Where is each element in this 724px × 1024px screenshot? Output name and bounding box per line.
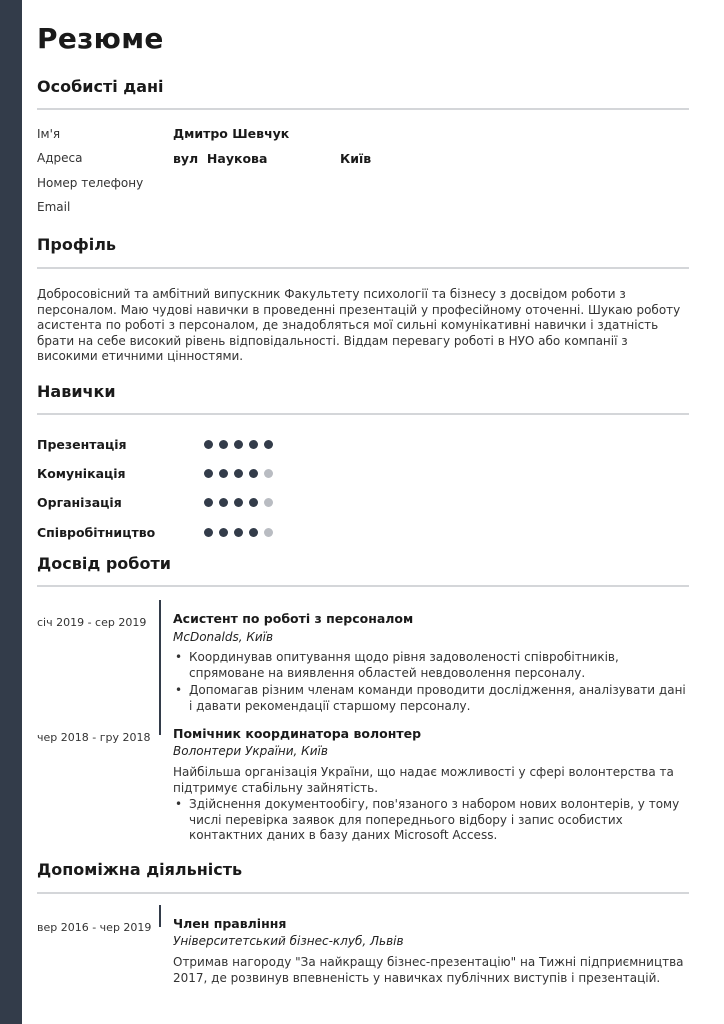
job-title: Асистент по роботі з персоналом [173, 611, 414, 626]
rating-dot-filled [219, 469, 228, 478]
section-title-activities: Допоміжна діяльність [37, 860, 243, 879]
phone-label: Номер телефону [37, 176, 144, 190]
job-date: чер 2018 - гру 2018 [37, 731, 151, 744]
rating-dot-filled [204, 528, 213, 537]
timeline-line [159, 905, 161, 927]
rating-dot-filled [204, 440, 213, 449]
page-title: Резюме [37, 22, 164, 55]
list-item: • Здійснення документообігу, пов'язаного з набором нових волонтерів, у тому числі перевірка заявок для попереднього відбору і запис особистих контактних даних в базу даних Microsoft Access. [173, 797, 689, 844]
job-description: Найбільша організація України, що надає можливості у сфері волонтерства та підтримує стабільну зайнятість. [173, 765, 674, 795]
skill-name: Організація [37, 495, 122, 510]
divider [37, 892, 689, 894]
rating-dot-filled [249, 528, 258, 537]
address-city: Київ [340, 151, 372, 166]
address-street: вул Наукова [173, 151, 268, 166]
left-sidebar-bar [0, 0, 22, 1024]
job-bullets [173, 797, 689, 846]
rating-dot-filled [234, 528, 243, 537]
timeline-line [159, 600, 161, 735]
divider [37, 585, 689, 587]
skill-name: Презентація [37, 437, 127, 452]
rating-dot-filled [234, 469, 243, 478]
job-title: Помічник координатора волонтер [173, 726, 422, 741]
divider [37, 267, 689, 269]
activity-organization: Університетський бізнес-клуб, Львів [173, 934, 404, 948]
name-value: Дмитро Шевчук [173, 126, 290, 141]
rating-dot-filled [249, 498, 258, 507]
skill-rating [204, 440, 273, 449]
skill-name: Співробітництво [37, 525, 156, 540]
rating-dot-filled [234, 498, 243, 507]
activity-date: вер 2016 - чер 2019 [37, 921, 152, 934]
skill-rating [204, 498, 273, 507]
address-label: Адреса [37, 151, 83, 165]
profile-text: Добросовісний та амбітний випускник Факультету психології та бізнесу з досвідом роботи з персоналом. Маю чудові навички в проведенні презентацій у професійному оточенні. Шукаю роботу асистента по роботі з персоналом, де знадобляться мої сильні комунікативні навички і здатність брати на себе високий рівень відповідальності. Віддам перевагу роботі в НУО або компанії з високими етичними цінностями. [37, 287, 681, 363]
rating-dot-empty [264, 528, 273, 537]
list-item: • Допомагав різним членам команди проводити дослідження, аналізувати дані і давати рекомендації старшому персоналу. [173, 683, 689, 714]
skill-name: Комунікація [37, 466, 126, 481]
section-title-experience: Досвід роботи [37, 554, 171, 573]
rating-dot-filled [264, 440, 273, 449]
skill-rating [204, 469, 273, 478]
list-item: • Координував опитування щодо рівня задоволеності співробітників, спрямоване на виявлення областей невдоволення персоналу. [173, 650, 689, 681]
job-bullets [173, 650, 689, 716]
name-label: Ім'я [37, 127, 61, 141]
rating-dot-filled [249, 469, 258, 478]
rating-dot-empty [264, 498, 273, 507]
rating-dot-filled [219, 528, 228, 537]
section-title-profile: Профіль [37, 235, 117, 254]
activity-title: Член правління [173, 916, 287, 931]
job-organization: McDonalds, Київ [173, 630, 274, 644]
job-organization: Волонтери України, Київ [173, 744, 328, 758]
rating-dot-filled [204, 469, 213, 478]
section-title-skills: Навички [37, 382, 116, 401]
job-date: січ 2019 - сер 2019 [37, 616, 147, 629]
rating-dot-filled [219, 498, 228, 507]
divider [37, 108, 689, 110]
activity-description: Отримав нагороду "За найкращу бізнес-презентацію" на Тижні підприємництва 2017, де розвинув впевненість у навичках публічних виступів і презентацій. [173, 955, 684, 985]
email-label: Email [37, 200, 71, 214]
rating-dot-filled [204, 498, 213, 507]
skill-rating [204, 528, 273, 537]
rating-dot-filled [249, 440, 258, 449]
rating-dot-filled [219, 440, 228, 449]
divider [37, 413, 689, 415]
rating-dot-empty [264, 469, 273, 478]
rating-dot-filled [234, 440, 243, 449]
section-title-personal: Особисті дані [37, 77, 164, 96]
